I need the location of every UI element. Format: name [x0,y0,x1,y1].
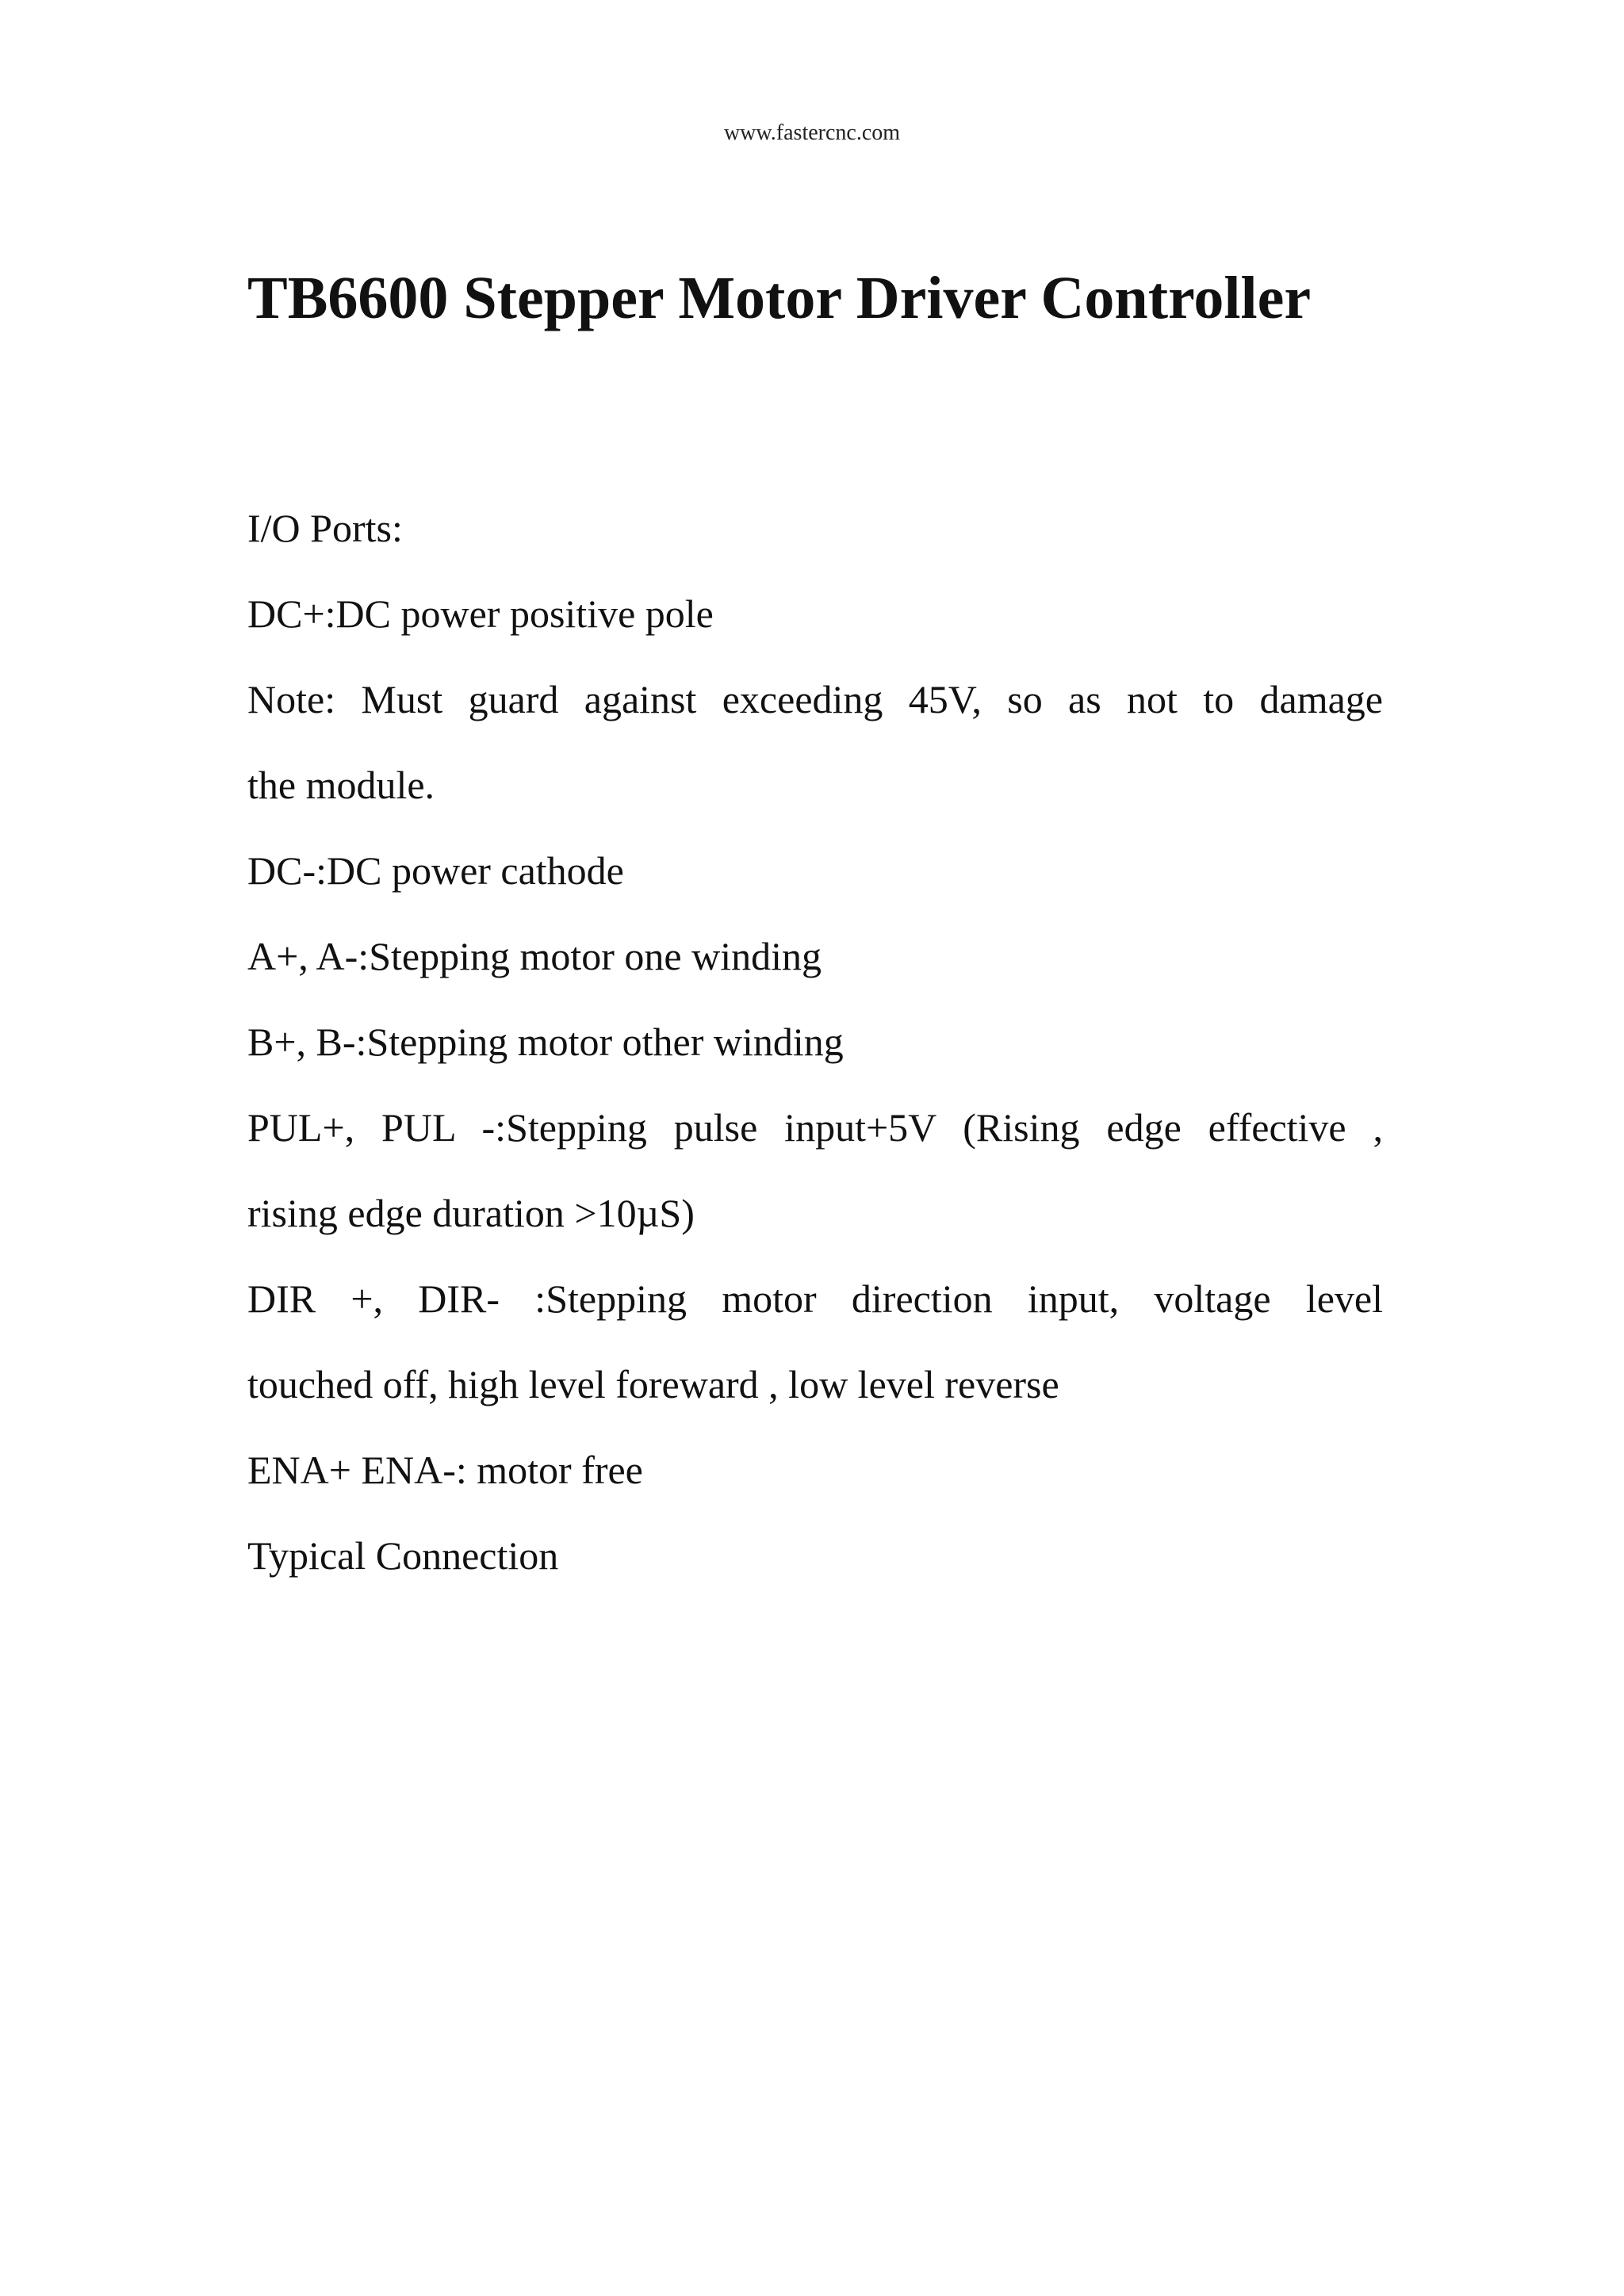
io-ports-heading: I/O Ports: [247,506,403,550]
typical-connection-line: Typical Connection [247,1533,559,1578]
pul-line-1: PUL+, PUL -:Stepping pulse input+5V (Rising edge effective , [247,1105,1383,1150]
note-line-2: the module. [247,763,435,807]
dc-plus-line: DC+:DC power positive pole [247,591,714,636]
pul-line-2: rising edge duration >10µS) [247,1191,695,1235]
io-ports-section [247,485,1383,1598]
note-line-1: Note: Must guard against exceeding 45V, so as not to damage [247,677,1383,721]
header-url: www.fastercnc.com [723,121,901,145]
dir-line-2: touched off, high level foreward , low level reverse [247,1362,1059,1406]
dc-minus-line: DC-:DC power cathode [247,848,624,893]
a-winding-line: A+, A-:Stepping motor one winding [247,934,822,978]
document-title: TB6600 Stepper Motor Driver Controller [247,265,1312,331]
ena-line: ENA+ ENA-: motor free [247,1448,643,1492]
dir-line-1: DIR +, DIR- :Stepping motor direction input, voltage level [247,1276,1383,1321]
b-winding-line: B+, B-:Stepping motor other winding [247,1020,844,1064]
